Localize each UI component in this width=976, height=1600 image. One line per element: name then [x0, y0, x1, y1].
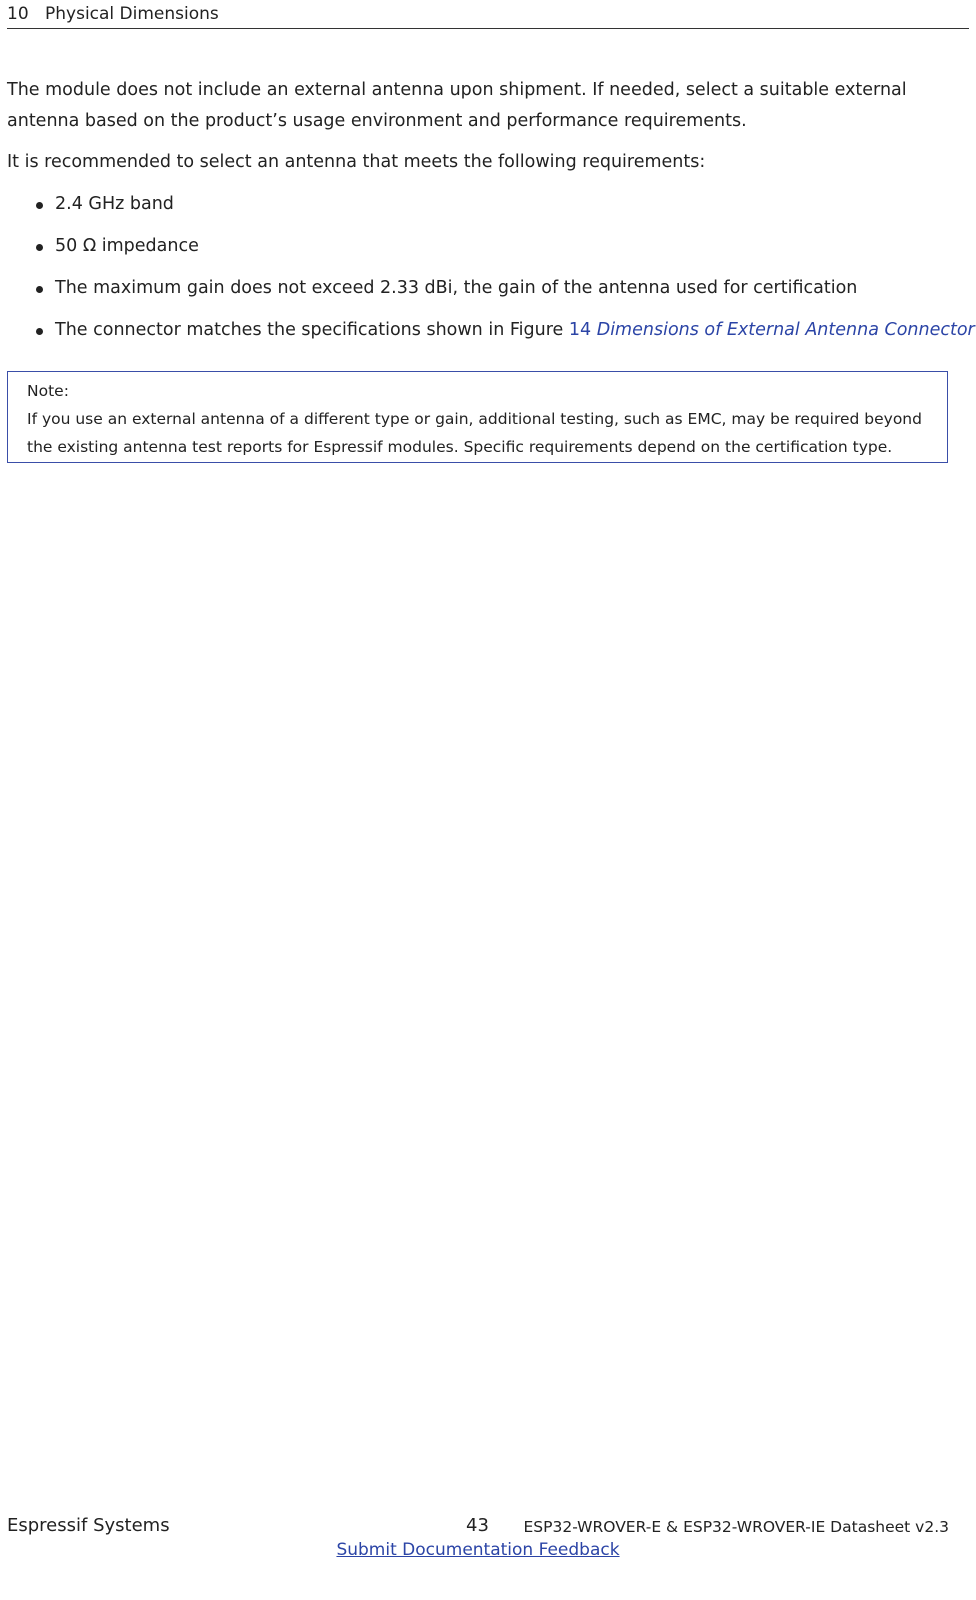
list-item-text: The maximum gain does not exceed 2.33 dBi, the gain of the antenna used for certification — [55, 278, 858, 298]
list-item-text: 50 Ω impedance — [55, 236, 199, 256]
bullet-icon — [36, 244, 43, 251]
footer-document-title: ESP32-WROVER-E & ESP32-WROVER-IE Datasheet v2.3 — [523, 1518, 949, 1536]
requirements-intro: It is recommended to select an antenna that meets the following requirements: — [7, 152, 706, 172]
intro-paragraph: The module does not include an external antenna upon shipment. If needed, select a suitable external antenna based on the product’s usage environment and performance requirements. — [7, 80, 907, 131]
list-item-text: 2.4 GHz band — [55, 194, 174, 214]
footer-page-number: 43 — [466, 1515, 489, 1536]
list-item — [7, 273, 967, 315]
note-box — [7, 371, 948, 463]
figure-title-link[interactable]: Dimensions of External Antenna Connector — [596, 320, 975, 340]
figure-number-link[interactable]: 14 — [568, 320, 592, 340]
chapter-number: 10 — [7, 4, 29, 24]
list-item — [7, 189, 967, 231]
connector-item-prefix: The connector matches the specifications shown in Figure — [55, 320, 569, 340]
requirements-list — [7, 189, 975, 357]
submit-feedback-link[interactable]: Submit Documentation Feedback — [336, 1540, 620, 1560]
list-item-connector — [7, 315, 975, 357]
chapter-title: Physical Dimensions — [45, 4, 219, 24]
bullet-icon — [36, 328, 43, 335]
footer-feedback — [0, 1538, 956, 1562]
page-header — [7, 3, 969, 29]
note-text: If you use an external antenna of a different type or gain, additional testing, such as EMC, may be required beyond the existing antenna test reports for Espressif modules. Specific requirements depend on the certification type. — [27, 410, 922, 456]
bullet-icon — [36, 286, 43, 293]
list-item — [7, 231, 967, 273]
bullet-icon — [36, 202, 43, 209]
note-title: Note: — [27, 382, 69, 400]
footer-company: Espressif Systems — [7, 1515, 170, 1536]
